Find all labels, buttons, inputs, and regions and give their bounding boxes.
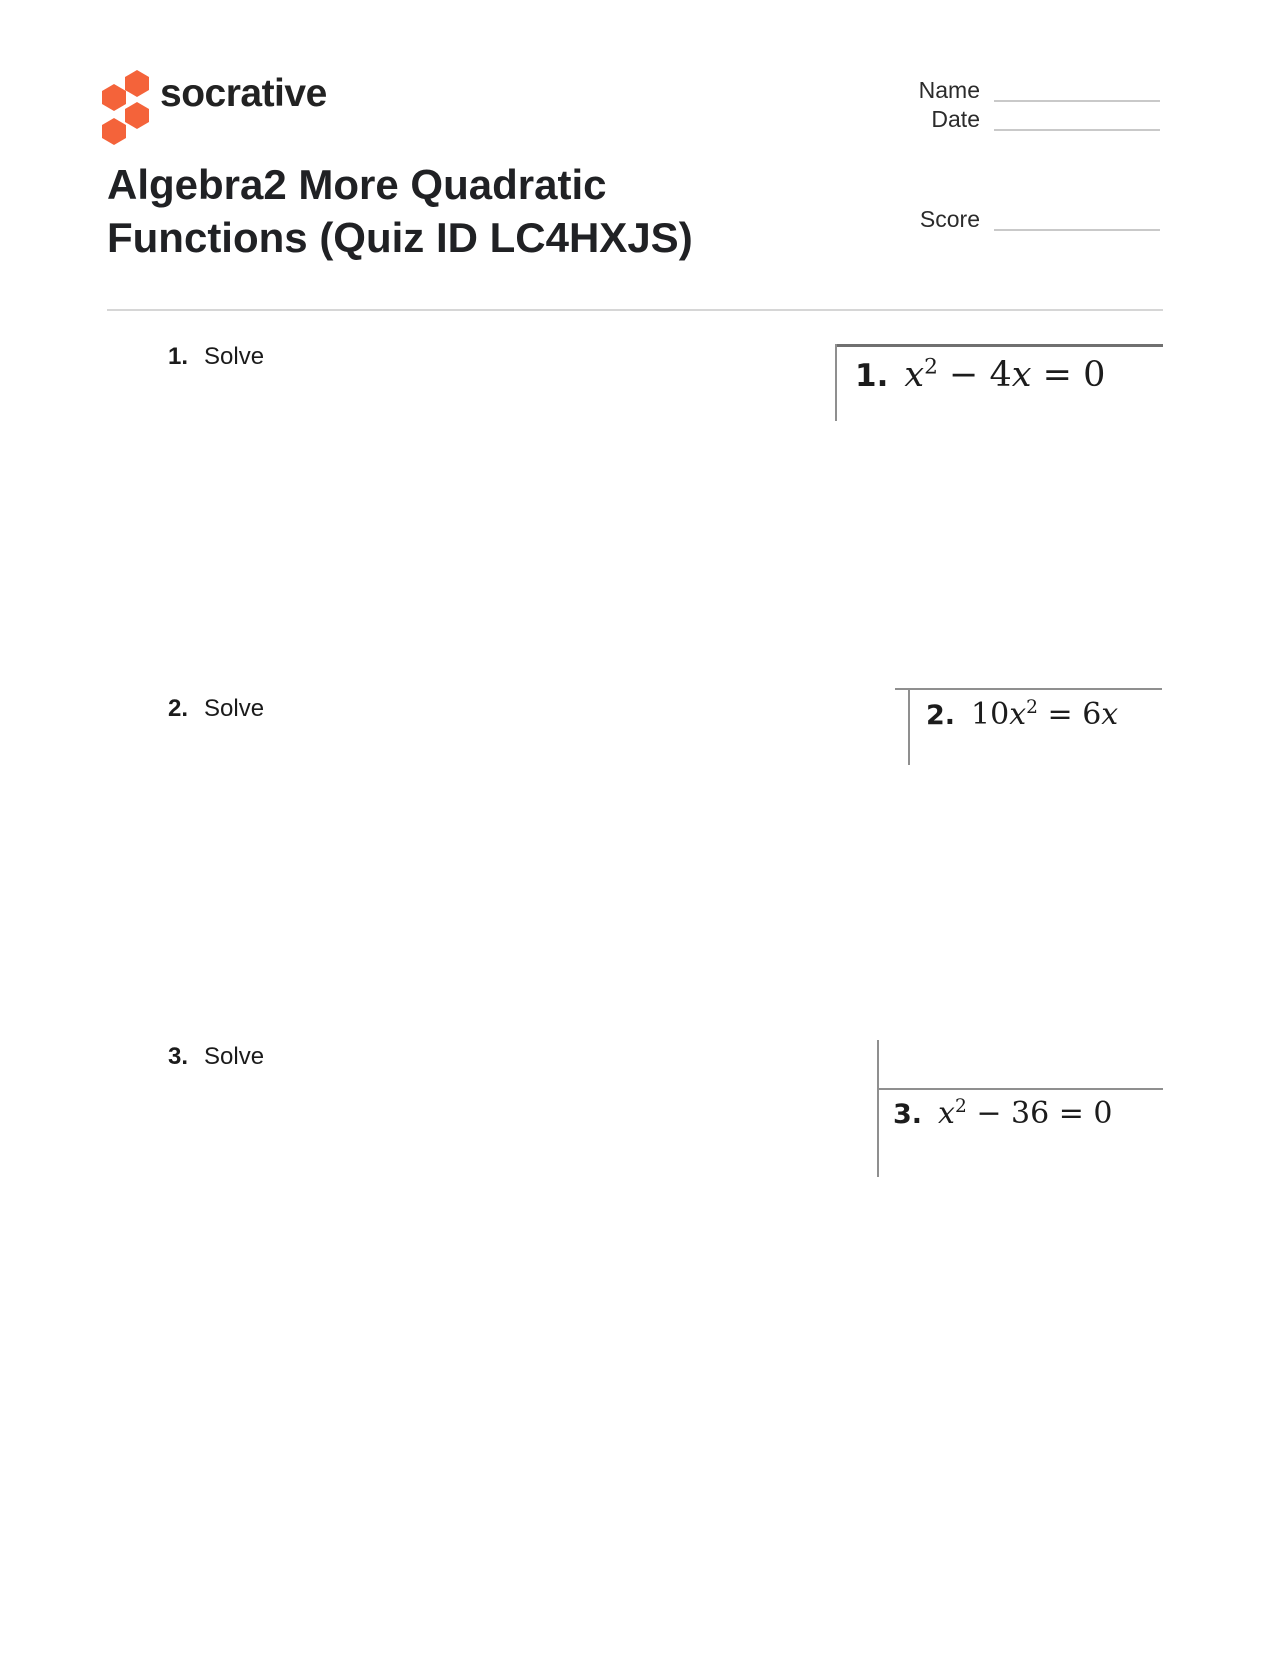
equation-3-item-number: 3. — [893, 1099, 923, 1130]
question-3-label — [168, 1042, 264, 1072]
equation-1-box-left-border — [835, 344, 837, 421]
equation-1-item-number: 1. — [855, 358, 889, 394]
question-3-number: 3. — [168, 1043, 189, 1070]
score-label: Score — [919, 206, 980, 232]
equation-1-exponent: 2 — [924, 354, 938, 380]
question-2-prompt: Solve — [204, 695, 265, 722]
socrative-hexagons-icon — [102, 68, 150, 147]
name-blank-line — [994, 78, 1160, 102]
equation-3-exponent: 2 — [954, 1096, 967, 1117]
hexagon-icon — [125, 102, 149, 129]
equation-2-box-left-border — [908, 688, 910, 765]
question-3-prompt: Solve — [204, 1043, 265, 1070]
equation-3-box-left-border — [877, 1040, 879, 1177]
question-2-label — [168, 694, 264, 724]
name-field-row — [880, 78, 1160, 102]
equation-2-exponent: 2 — [1026, 697, 1038, 718]
equation-3-image — [893, 1096, 1113, 1131]
date-blank-line — [994, 107, 1160, 131]
date-label: Date — [931, 106, 980, 132]
date-field-row — [880, 107, 1160, 131]
equation-2-image — [926, 697, 1118, 732]
equation-1-box-top-border — [835, 344, 1163, 347]
equation-1-image — [855, 355, 1105, 395]
hexagon-icon — [125, 70, 149, 97]
header-divider — [107, 309, 1163, 311]
equation-2-item-number: 2. — [926, 700, 956, 731]
score-field-row — [880, 207, 1160, 231]
question-1-label — [168, 342, 264, 372]
question-2-number: 2. — [168, 695, 189, 722]
quiz-title: Algebra2 More Quadratic Functions (Quiz ID LC4HXJS) — [107, 161, 693, 261]
equation-3-math: $x^2 - 36 = 0$ — [938, 1096, 1113, 1131]
equation-3-box-top-border — [877, 1088, 1163, 1090]
equation-1-math: $x^2 - 4x = 0$ — [904, 354, 1106, 395]
name-label: Name — [918, 77, 980, 103]
question-1-number: 1. — [168, 343, 189, 370]
equation-2-math: $10x^2 = 6x$ — [971, 697, 1119, 732]
question-1-prompt: Solve — [204, 343, 265, 370]
equation-2-box-top-border — [895, 688, 1162, 690]
hexagon-icon — [102, 118, 126, 145]
hexagon-icon — [102, 84, 126, 111]
score-blank-line — [994, 207, 1160, 231]
logo-wordmark: socrative — [160, 72, 327, 115]
